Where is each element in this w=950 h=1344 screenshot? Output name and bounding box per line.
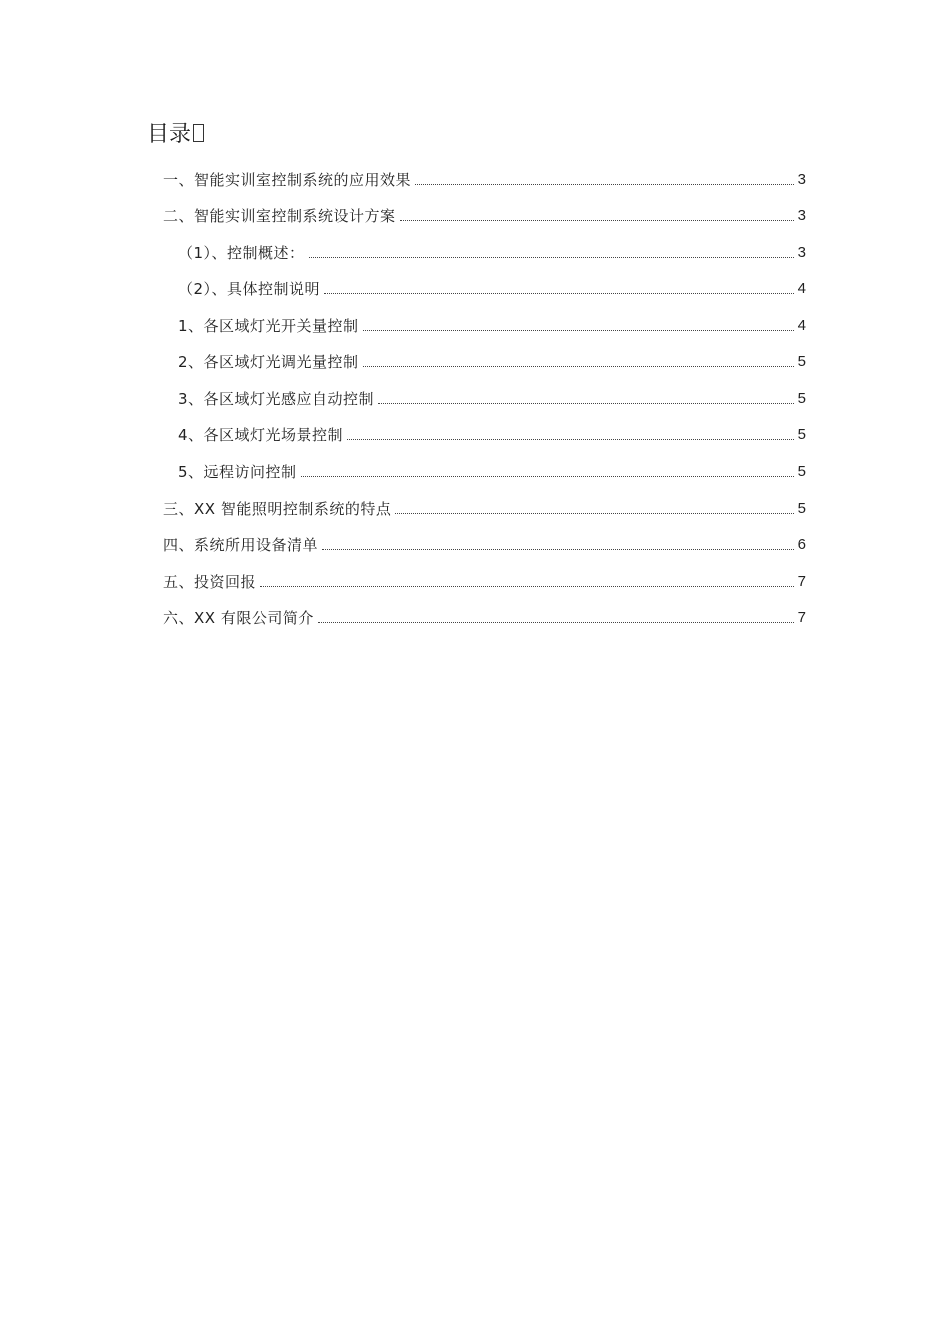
toc-entry-label: 五、投资回报: [163, 573, 257, 591]
toc-leader: [322, 549, 794, 550]
toc-entry-label: （1）、控制概述：: [178, 244, 305, 262]
toc-leader: [363, 330, 794, 331]
toc-entry-page: 4: [797, 280, 806, 297]
toc-entry-page: 3: [797, 171, 806, 188]
toc-entry-label: 1、各区域灯光开关量控制: [178, 317, 359, 335]
toc-entry[interactable]: [163, 607, 806, 629]
toc-entry-label: 5、远程访问控制: [178, 463, 297, 481]
toc-entry[interactable]: [163, 534, 806, 556]
toc-entry[interactable]: [163, 205, 806, 227]
toc-entry[interactable]: [178, 242, 806, 264]
toc-leader: [395, 513, 793, 514]
toc-entry-page: 5: [797, 500, 806, 517]
toc-entry-page: 3: [797, 244, 806, 261]
toc-entry-page: 5: [797, 426, 806, 443]
toc-entry-page: 3: [797, 207, 806, 224]
toc-entry[interactable]: [163, 571, 806, 593]
toc-leader: [301, 476, 794, 477]
toc-entry-label: 四、系统所用设备清单: [163, 536, 319, 554]
toc-entry[interactable]: [178, 278, 806, 300]
toc-leader: [363, 366, 794, 367]
toc-entry-label: 4、各区域灯光场景控制: [178, 426, 344, 444]
toc-leader: [415, 184, 794, 185]
toc-entry-label: 一、智能实训室控制系统的应用效果: [163, 171, 412, 189]
toc-entry-page: 4: [797, 317, 806, 334]
toc-entry-label: 二、智能实训室控制系统设计方案: [163, 207, 396, 225]
toc-entry-page: 7: [797, 573, 806, 590]
toc-leader: [378, 403, 794, 404]
toc-entry-page: 6: [797, 536, 806, 553]
toc-entry-page: 5: [797, 353, 806, 370]
toc-entry-page: 5: [797, 463, 806, 480]
toc-leader: [260, 586, 794, 587]
toc-entry-label: 2、各区域灯光调光量控制: [178, 353, 359, 371]
toc-entry[interactable]: [178, 461, 806, 483]
toc-leader: [309, 257, 794, 258]
toc-entry-page: 7: [797, 609, 806, 626]
toc-entry-page: 5: [797, 390, 806, 407]
toc-entry-label: 三、XX 智能照明控制系统的特点: [163, 500, 392, 518]
toc-entry-label: 3、各区域灯光感应自动控制: [178, 390, 375, 408]
toc-entry-label: 六、XX 有限公司简介: [163, 609, 314, 627]
toc-leader: [400, 220, 794, 221]
toc-leader: [318, 622, 794, 623]
toc-leader: [347, 439, 794, 440]
toc-entry[interactable]: [178, 351, 806, 373]
toc-entry-label: （2）、具体控制说明: [178, 280, 321, 298]
toc-leader: [324, 293, 794, 294]
toc-title-text: 目录: [147, 122, 192, 147]
toc-entry[interactable]: [178, 388, 806, 410]
toc-entry[interactable]: [163, 498, 806, 520]
toc-entry[interactable]: [178, 424, 806, 446]
toc-entry[interactable]: [178, 315, 806, 337]
toc-entry[interactable]: [163, 169, 806, 191]
